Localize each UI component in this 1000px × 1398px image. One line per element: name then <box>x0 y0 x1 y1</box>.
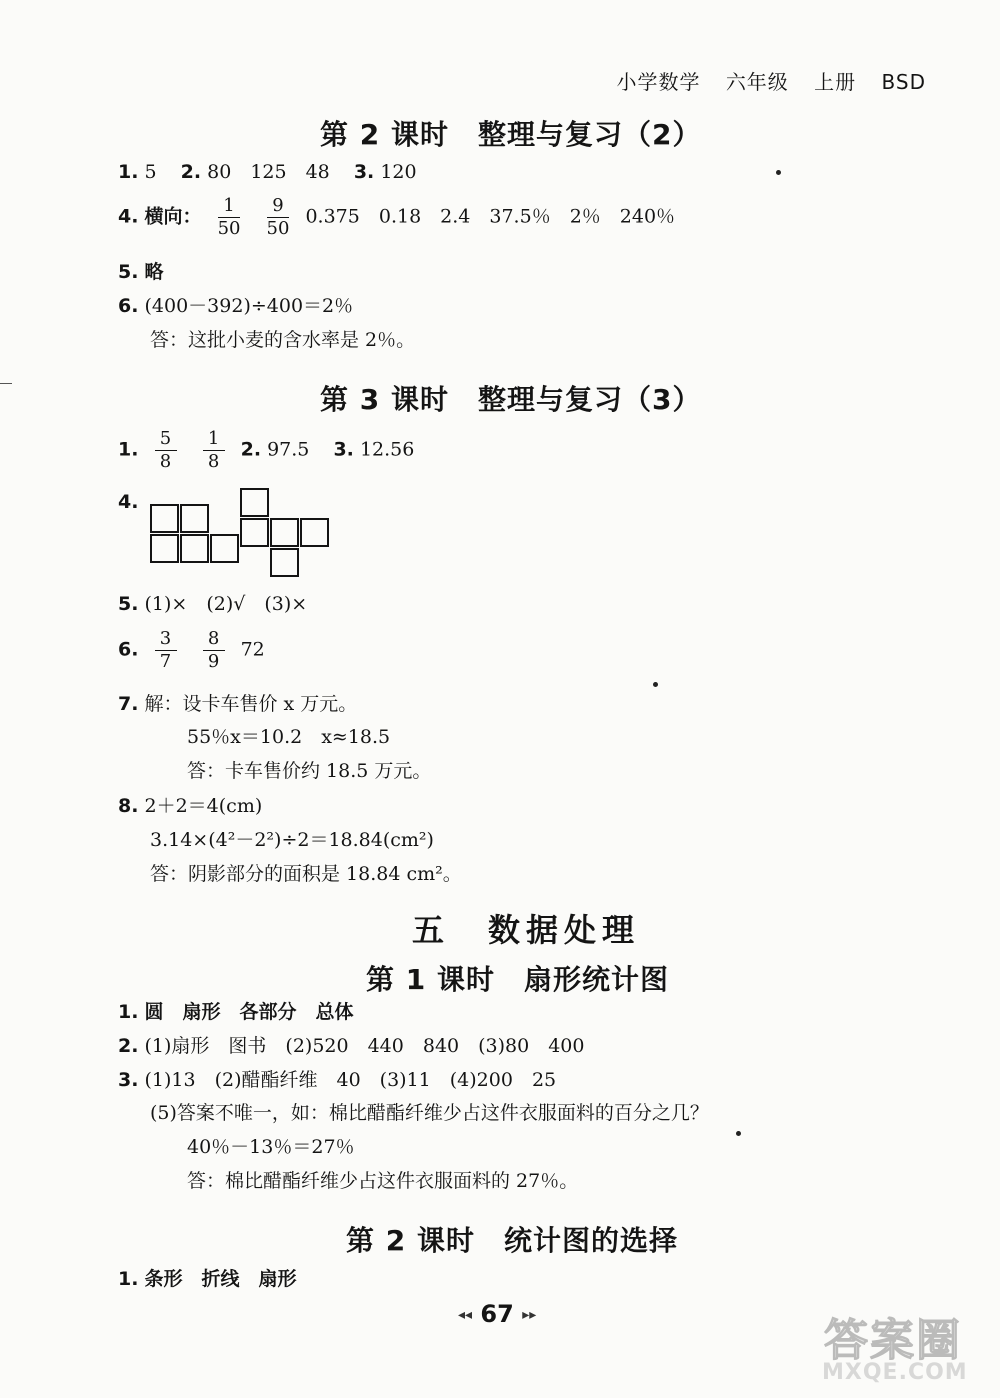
net-square <box>210 534 239 563</box>
u5-l1-q3-line3: 40％－13％＝27％ <box>187 1136 355 1158</box>
l3-q8-line2: 3.14×(4²－2²)÷2＝18.84(cm²) <box>150 829 434 851</box>
l3-q8: 8. 2＋2＝4(cm) <box>118 795 263 817</box>
net-square <box>270 518 299 547</box>
u5-l1-q3-answer: 答：棉比醋酯纤维少占这件衣服面料的 27％。 <box>187 1170 579 1192</box>
fraction: $\frac{1}{8}$ <box>203 428 225 473</box>
l2-q1: 1. 5 2. 80 125 48 3. 120 <box>118 161 417 183</box>
unit5-lesson2-title: 第 2 课时 统计图的选择 <box>346 1224 678 1257</box>
net-square <box>150 504 179 533</box>
right-arrow-icon: ▸▸ <box>522 1307 537 1323</box>
u5-l1-q3-line2: (5)答案不唯一，如：棉比醋酯纤维少占这件衣服面料的百分之几？ <box>150 1102 709 1124</box>
l3-q6: 6. $\frac{3}{7}$ $\frac{8}{9}$ 72 <box>118 628 265 672</box>
fraction: $\frac{5}{8}$ <box>155 428 177 473</box>
header-grade: 六年级 <box>725 70 789 94</box>
net-square <box>270 548 299 577</box>
net-square <box>180 504 209 533</box>
u5-l2-q1: 1. 条形 折线 扇形 <box>118 1268 297 1290</box>
fraction: $\frac{1}{50}$ <box>217 195 241 239</box>
l2-q6: 6. (400－392)÷400＝2％ <box>118 295 354 317</box>
l3-q7-line2: 55％x＝10.2 x≈18.5 <box>187 726 391 748</box>
watermark-logo: 答案圈 MXQE.COM <box>822 1315 968 1385</box>
print-speck <box>736 1131 741 1136</box>
l2-q5: 5. 略 <box>118 261 164 283</box>
unit5-title: 五 数据处理 <box>412 911 641 949</box>
net-square <box>240 518 269 547</box>
lesson3-title: 第 3 课时 整理与复习（3） <box>320 383 702 416</box>
l3-q4: 4. <box>118 491 139 513</box>
u5-l1-q2: 2. (1)扇形 图书 (2)520 440 840 (3)80 400 <box>118 1035 585 1057</box>
l3-q5: 5. (1)× (2)√ (3)× <box>118 593 308 615</box>
unit5-lesson1-title: 第 1 课时 扇形统计图 <box>366 963 669 996</box>
margin-mark <box>0 383 12 384</box>
left-arrow-icon: ◂◂ <box>458 1307 473 1323</box>
fraction: $\frac{3}{7}$ <box>155 628 177 673</box>
page-number: ◂◂ 67 ▸▸ <box>458 1300 537 1328</box>
l2-q6-answer: 答：这批小麦的含水率是 2％。 <box>150 329 416 351</box>
l3-q1: 1. $\frac{5}{8}$ $\frac{1}{8}$ 2. 97.5 3. 12.56 <box>118 428 415 472</box>
fraction: $\frac{9}{50}$ <box>266 195 290 239</box>
lesson2-title: 第 2 课时 整理与复习（2） <box>320 118 702 151</box>
net-square <box>180 534 209 563</box>
u5-l1-q3: 3. (1)13 (2)醋酯纤维 40 (3)11 (4)200 25 <box>118 1069 557 1091</box>
print-speck <box>653 682 658 687</box>
net-square <box>300 518 329 547</box>
l3-q7: 7. 解：设卡车售价 x 万元。 <box>118 693 358 715</box>
l2-q4: 4. 横向： $\frac{1}{50}$ $\frac{9}{50}$ 0.375 0.18 2.4 37.5％ 2％ 240％ <box>118 195 676 239</box>
header-volume: 上册 <box>814 70 857 94</box>
page-header <box>616 66 926 95</box>
l3-q8-answer: 答：阴影部分的面积是 18.84 cm²。 <box>150 863 462 885</box>
net-square <box>240 488 269 517</box>
u5-l1-q1: 1. 圆 扇形 各部分 总体 <box>118 1001 354 1023</box>
fraction: $\frac{8}{9}$ <box>203 628 225 673</box>
net-square <box>150 534 179 563</box>
l3-q7-answer: 答：卡车售价约 18.5 万元。 <box>187 760 432 782</box>
header-edition: BSD <box>881 70 926 94</box>
print-speck <box>776 170 781 175</box>
header-subject: 小学数学 <box>616 70 701 94</box>
